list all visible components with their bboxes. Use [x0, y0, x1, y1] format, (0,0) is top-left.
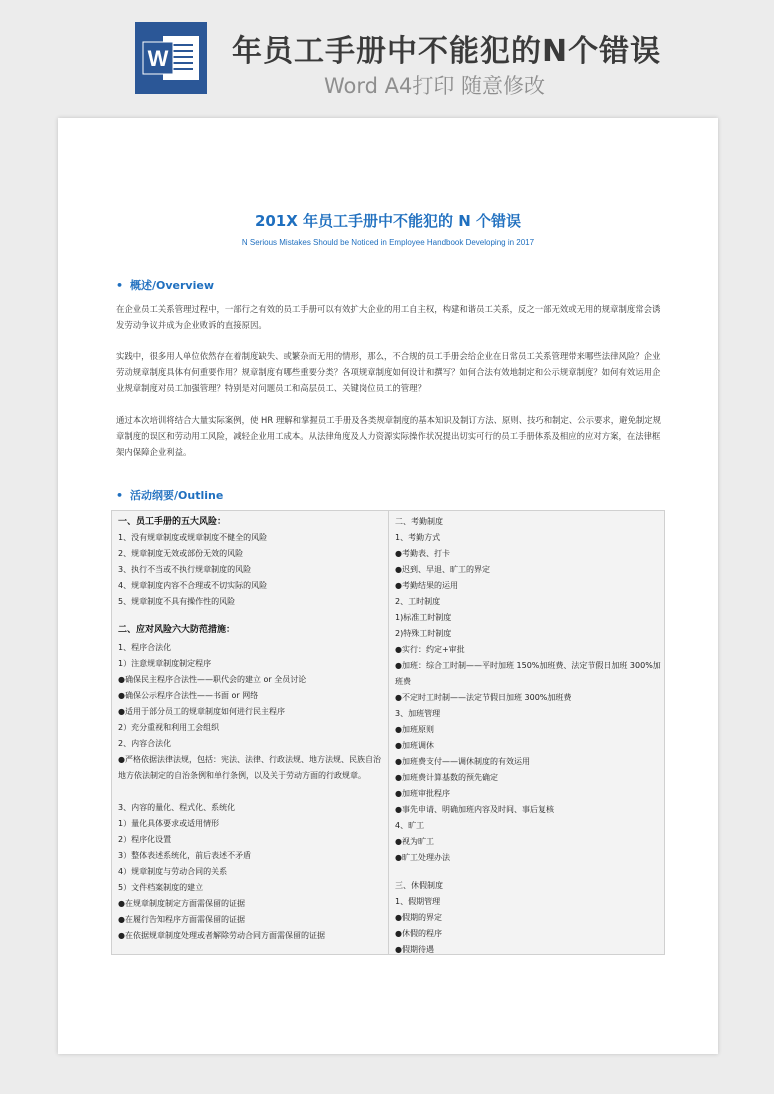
outline-item: 3、内容的量化、程式化、系统化 [118, 803, 236, 812]
outline-item: ●不定时工时制——法定节假日加班 300%加班费 [395, 693, 572, 702]
svg-text:W: W [147, 46, 169, 71]
outline-item: ●加班费计算基数的预先确定 [395, 773, 498, 782]
top-banner [0, 0, 774, 110]
outline-item: ●假期待遇 [395, 945, 434, 954]
bullet-icon: • [116, 279, 124, 292]
outline-item: 2、内容合法化 [118, 739, 172, 748]
outline-item: 1、没有规章制度或规章制度不健全的风险 [118, 533, 268, 542]
outline-table [111, 510, 665, 955]
outline-item: ●休假的程序 [395, 929, 442, 938]
outline-item: 1）量化具体要求或适用情形 [118, 819, 220, 828]
document-subtitle: N Serious Mistakes Should be Noticed in Employee Handbook Developing in 2017 [241, 238, 535, 247]
outline-item: 1、程序合法化 [118, 643, 172, 652]
overview-heading: • 概述/Overview [116, 279, 214, 292]
outline-item: ●实行：约定+审批 [395, 645, 465, 654]
outline-item: 二、考勤制度 [395, 517, 443, 526]
outline-item: ●加班原则 [395, 725, 434, 734]
outline-item: ●在规章制度制定方面需保留的证据 [118, 899, 245, 908]
outline-item: 4）规章制度与劳动合同的关系 [118, 867, 228, 876]
outline-item: ●旷工处理办法 [395, 853, 450, 862]
outline-item: ●在履行告知程序方面需保留的证据 [118, 915, 245, 924]
banner-subtitle: Word A4打印 随意修改 [324, 74, 546, 98]
outline-item: ●加班审批程序 [395, 789, 450, 798]
outline-item: 4、规章制度内容不合理或不切实际的风险 [118, 581, 268, 590]
outline-item: 3）整体表述系统化，前后表述不矛盾 [118, 851, 252, 860]
outline-item: 5、规章制度不具有操作性的风险 [118, 597, 236, 606]
paragraph-1: 在企业员工关系管理过程中，一部行之有效的员工手册可以有效扩大企业的用工自主权，构建和谐员工关系，反之一部无效或无用的规章制度常会诱发劳动争议并成为企业败诉的直接原因。 [116, 304, 661, 330]
outline-item: ●加班：综合工时制——平时加班 150%加班费、法定节假日加班 300%加班费 [395, 661, 661, 686]
paragraph-2: 实践中，很多用人单位依然存在着制度缺失、或繁杂而无用的情形，那么，不合规的员工手册会给企业在日常员工关系管理带来哪些法律风险？企业劳动规章制度具体有何重要作用？规章制度有哪些重要分类？各项规章制度如何设计和撰写？如何合法有效地制定和公示规章制度？如何有效运用企业规章制度对员工加强管理？特别是对问题员工和高层员工、关键岗位员工的管理？ [116, 351, 661, 393]
paragraph-3: 通过本次培训将结合大量实际案例，使 HR 理解和掌握员工手册及各类规章制度的基本知识及制订方法、原则、技巧和制定、公示要求，避免制定规章制度的误区和劳动用工风险，减轻企业用工成本。从法律角度及人力资源实际操作状况提出切实可行的员工手册体系及相应的应对方案，在法律框架内保障企业利益。 [116, 415, 662, 457]
outline-item: 2)特殊工时制度 [395, 629, 452, 638]
outline-item: 4、旷工 [395, 821, 425, 830]
outline-item: ●考勤结果的运用 [395, 581, 458, 590]
banner-title: 年员工手册中不能犯的N个错误 [232, 34, 662, 69]
outline-item: 2）程序化设置 [118, 835, 172, 844]
outline-item: 三、休假制度 [395, 881, 443, 890]
outline-item: 2）充分重视和利用工会组织 [118, 723, 220, 732]
outline-item: ●确保公示程序合法性——书面 or 网络 [118, 691, 259, 700]
outline-item: ●迟到、早退、旷工的界定 [395, 565, 490, 574]
outline-left-column [112, 511, 389, 954]
outline-right-column [389, 511, 664, 954]
document-title: 201X 年员工手册中不能犯的 N 个错误 [254, 212, 522, 230]
outline-item: ●确保民主程序合法性——职代会的建立 or 全员讨论 [118, 675, 307, 684]
outline-item: 2、规章制度无效或部份无效的风险 [118, 549, 244, 558]
outline-item: 1)标准工时制度 [395, 613, 452, 622]
outline-item: 二、应对风险六大防范措施： [118, 625, 236, 635]
outline-item: ●严格依据法律法规，包括：宪法、法律、行政法规、地方法规、民族自治地方依法制定的自治条例和单行条例，以及关于劳动方面的行政规章。 [118, 755, 381, 780]
outline-item: 1、考勤方式 [395, 533, 441, 542]
bullet-icon: • [116, 489, 124, 502]
outline-item: ●加班调休 [395, 741, 434, 750]
outline-item: 5）文件档案制度的建立 [118, 883, 204, 892]
outline-item: ●假期的界定 [395, 913, 442, 922]
outline-item: ●在依据规章制度处理或者解除劳动合同方面需保留的证据 [118, 931, 325, 940]
outline-item: ●视为旷工 [395, 837, 434, 846]
outline-item: 3、加班管理 [395, 709, 441, 718]
outline-item: 3、执行不当或不执行规章制度的风险 [118, 565, 252, 574]
outline-item: 2、工时制度 [395, 597, 441, 606]
outline-item: ●适用于部分员工的规章制度如何进行民主程序 [118, 707, 285, 716]
outline-item: ●事先申请、明确加班内容及时间、事后复核 [395, 805, 554, 814]
outline-item: 一、员工手册的五大风险： [118, 517, 227, 527]
word-icon [135, 22, 207, 94]
outline-heading: • 活动纲要/Outline [116, 489, 224, 502]
outline-item: ●考勤表、打卡 [395, 549, 450, 558]
outline-item: 1）注意规章制度制定程序 [118, 659, 212, 668]
outline-item: 1、假期管理 [395, 897, 441, 906]
document-page [58, 118, 718, 1054]
outline-item: ●加班费支付——调休制度的有效运用 [395, 757, 530, 766]
